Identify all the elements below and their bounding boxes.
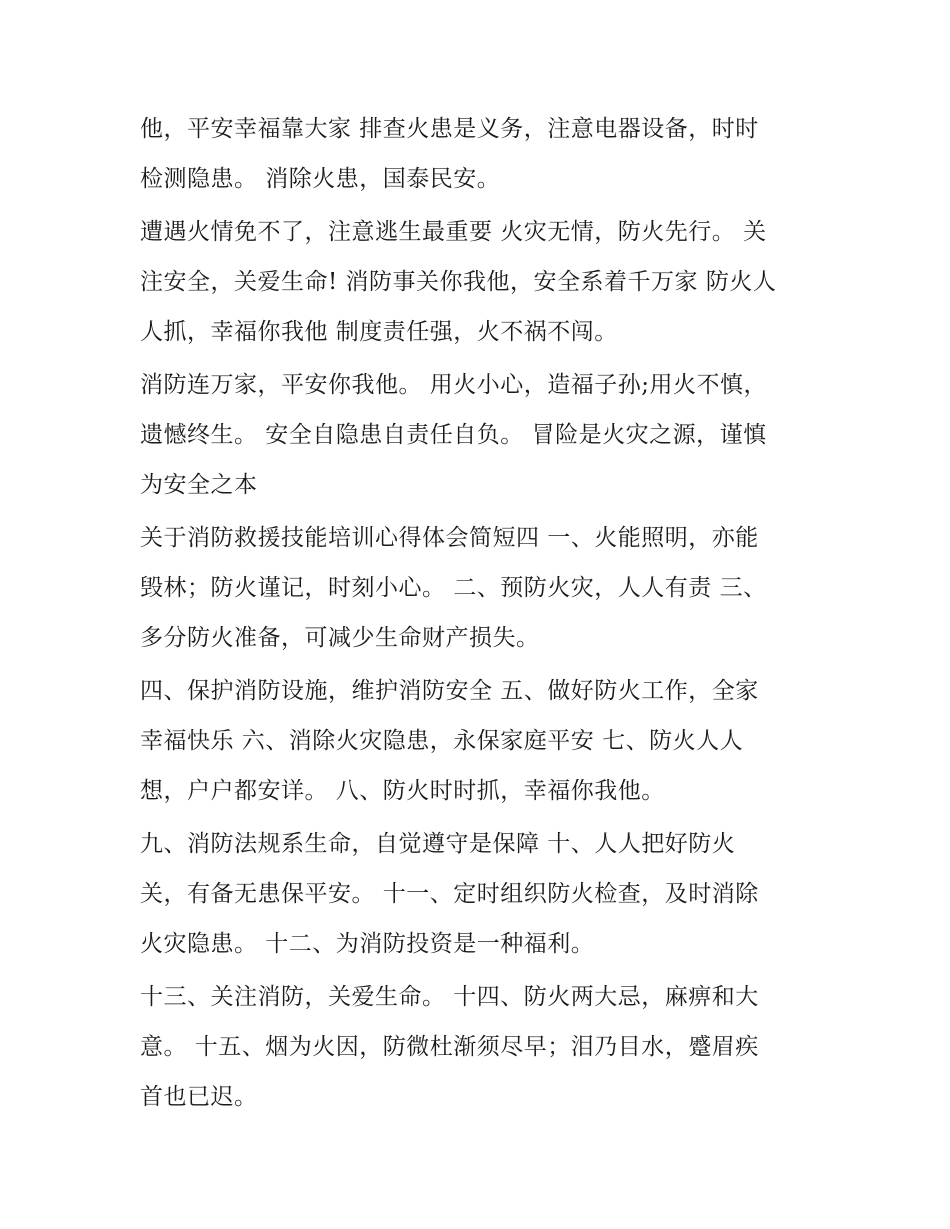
- text-line: 十三、关注消防，关爱生命。 十四、防火两大忌，麻痹和大: [140, 984, 759, 1010]
- paragraph: [140, 360, 820, 510]
- text-line: 幸福快乐 六、消除火灾隐患，永保家庭平安 七、防火人人: [140, 728, 744, 754]
- text-line: 遗憾终生。 安全自隐患自责任自负。 冒险是火灾之源，谨慎: [140, 422, 767, 448]
- paragraph: [140, 104, 820, 204]
- text-line: 关，有备无患保平安。 十一、定时组织防火检查，及时消除: [140, 881, 759, 907]
- paragraph: [140, 207, 820, 357]
- paragraph: [140, 666, 820, 816]
- text-line: 火灾隐患。 十二、为消防投资是一种福利。: [140, 931, 595, 957]
- text-line: 首也已迟。: [140, 1084, 258, 1110]
- text-line: 关于消防救援技能培训心得体会简短四 一、火能照明，亦能: [140, 525, 759, 551]
- text-line: 遭遇火情免不了，注意逃生最重要 火灾无情，防火先行。 关: [140, 219, 767, 245]
- text-line: 检测隐患。 消除火患，国泰民安。: [140, 166, 501, 192]
- text-line: 想，户户都安详。 八、防火时时抓，幸福你我他。: [140, 778, 665, 804]
- paragraph: [140, 513, 820, 663]
- text-line: 他，平安幸福靠大家 排查火患是义务，注意电器设备，时时: [140, 116, 759, 142]
- text-line: 九、消防法规系生命，自觉遵守是保障 十、人人把好防火: [140, 831, 736, 857]
- text-line: 意。 十五、烟为火因，防微杜渐须尽早；泪乃目水，蹙眉疾: [140, 1034, 759, 1060]
- text-line: 为安全之本: [140, 472, 258, 498]
- paragraph: [140, 972, 820, 1122]
- text-line: 人抓，幸福你我他 制度责任强，火不祸不闯。: [140, 319, 618, 345]
- paragraph: [140, 819, 820, 969]
- text-line: 注安全，关爱生命! 消防事关你我他，安全系着千万家 防火人: [140, 269, 777, 295]
- text-line: 消防连万家，平安你我他。 用火小心，造福子孙;用火不慎，: [140, 372, 768, 398]
- document-body: [140, 104, 820, 1122]
- text-line: 四、保护消防设施，维护消防安全 五、做好防火工作，全家: [140, 678, 759, 704]
- text-line: 毁林；防火谨记，时刻小心。 二、预防火灾，人人有责 三、: [140, 575, 767, 601]
- text-line: 多分防火准备，可减少生命财产损失。: [140, 625, 540, 651]
